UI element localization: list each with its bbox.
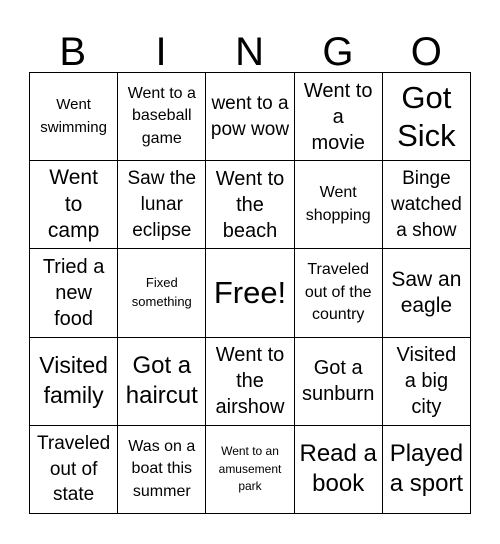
bingo-cell[interactable] xyxy=(30,73,118,161)
bingo-cell[interactable] xyxy=(206,426,294,514)
header-letter-o: O xyxy=(410,30,443,74)
cell-text: Saw the lunar eclipse xyxy=(127,168,197,241)
cell-text: Got a sunburn xyxy=(302,357,375,406)
cell-text: Tried a new food xyxy=(42,255,105,330)
bingo-cell[interactable] xyxy=(295,338,383,426)
bingo-cell[interactable] xyxy=(206,338,294,426)
cell-text: Visited family xyxy=(39,352,108,409)
cell-text: Played a sport xyxy=(389,440,464,498)
bingo-cell[interactable] xyxy=(30,426,118,514)
bingo-card xyxy=(29,72,471,514)
bingo-cell[interactable] xyxy=(383,338,471,426)
cell-text: Visited a big city xyxy=(396,344,457,419)
cell-text: Binge watched a show xyxy=(391,168,462,241)
bingo-cell[interactable] xyxy=(118,73,206,161)
bingo-cell[interactable] xyxy=(118,161,206,249)
bingo-cell[interactable] xyxy=(118,338,206,426)
bingo-cell[interactable] xyxy=(295,161,383,249)
cell-text: Read a book xyxy=(299,440,377,498)
bingo-cell[interactable] xyxy=(383,249,471,337)
cell-text: Went to a movie xyxy=(303,79,373,154)
cell-text: Went to the airshow xyxy=(215,344,285,419)
cell-text: Was on a boat this summer xyxy=(128,437,196,500)
cell-text: Went shopping xyxy=(305,184,371,224)
header-letter-g: G xyxy=(322,30,355,74)
bingo-cell[interactable] xyxy=(383,426,471,514)
bingo-cell[interactable] xyxy=(118,249,206,337)
free-space[interactable] xyxy=(206,249,294,337)
cell-text: Traveled out of the country xyxy=(304,261,372,324)
bingo-header xyxy=(29,22,471,72)
bingo-cell[interactable] xyxy=(30,338,118,426)
cell-text: Fixed something xyxy=(131,275,192,309)
cell-text: Free! xyxy=(213,274,287,310)
cell-text: Saw an eagle xyxy=(391,267,462,317)
bingo-cell[interactable] xyxy=(383,161,471,249)
cell-text: Went to an amusement park xyxy=(218,444,282,494)
cell-text: Went to a baseball game xyxy=(127,85,196,147)
bingo-cell[interactable] xyxy=(30,249,118,337)
bingo-cell[interactable] xyxy=(295,426,383,514)
cell-text: went to a pow wow xyxy=(210,92,290,140)
header-letter-b: B xyxy=(59,30,88,74)
bingo-cell[interactable] xyxy=(30,161,118,249)
header-letter-n: N xyxy=(235,30,265,74)
header-letter-i: I xyxy=(155,30,168,74)
bingo-cell[interactable] xyxy=(295,73,383,161)
cell-text: Got Sick xyxy=(397,80,456,153)
cell-text: Traveled out of state xyxy=(36,432,111,506)
bingo-cell[interactable] xyxy=(206,73,294,161)
cell-text: Went to the beach xyxy=(215,167,285,242)
cell-text: Went to camp xyxy=(47,166,100,242)
bingo-cell[interactable] xyxy=(118,426,206,514)
bingo-cell[interactable] xyxy=(383,73,471,161)
bingo-cell[interactable] xyxy=(295,249,383,337)
cell-text: Went swimming xyxy=(40,96,107,136)
bingo-cell[interactable] xyxy=(206,161,294,249)
cell-text: Got a haircut xyxy=(125,352,198,410)
